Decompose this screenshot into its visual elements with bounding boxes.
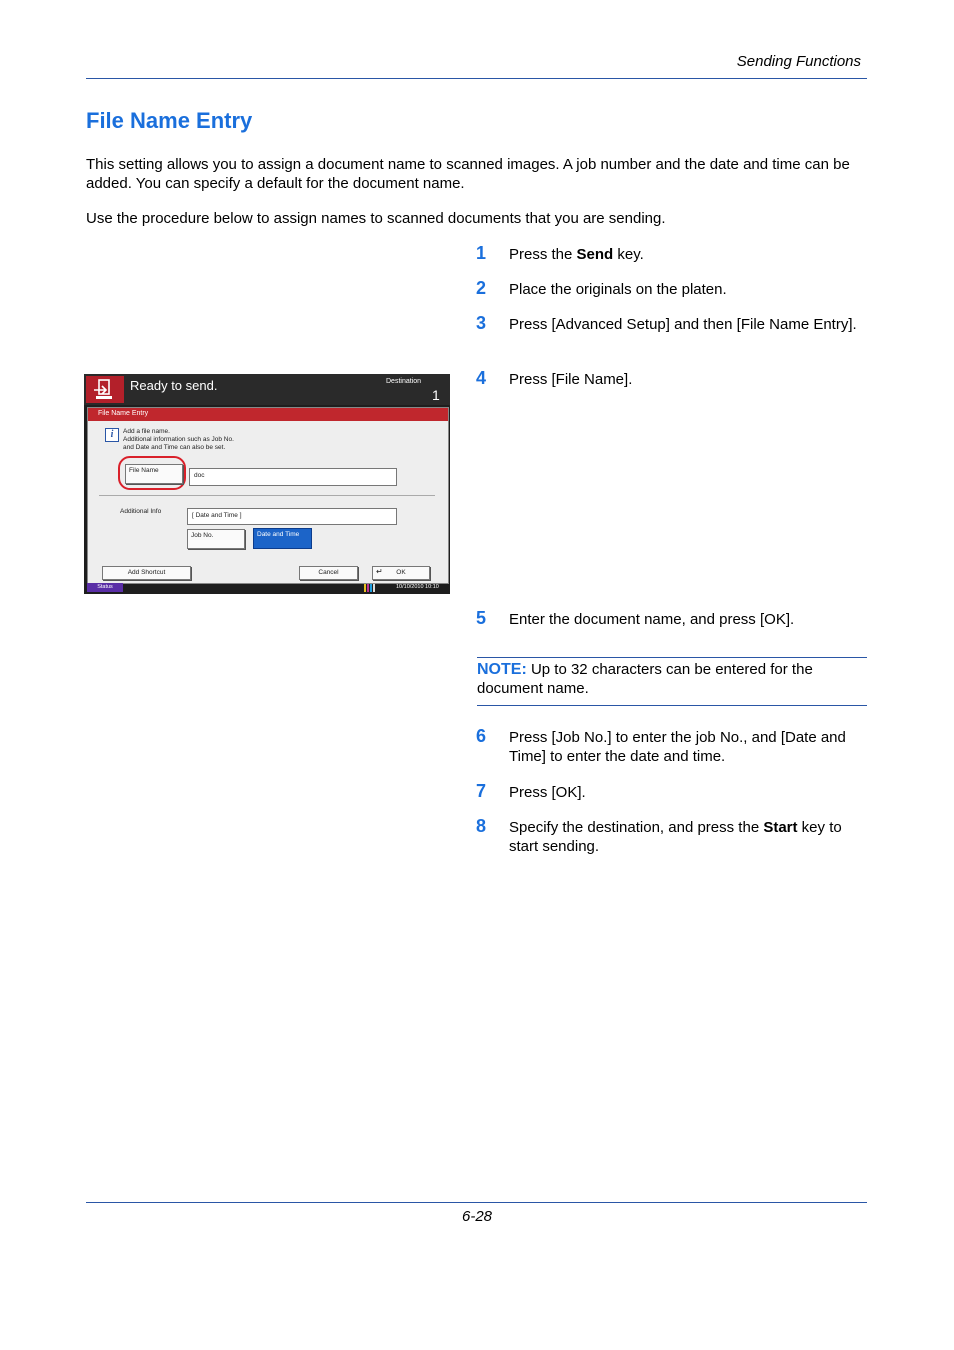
step-6-number: 6 [476, 726, 487, 746]
file-name-field[interactable]: doc [189, 468, 397, 486]
note-top-rule [477, 657, 867, 658]
date-and-time-button[interactable]: Date and Time [253, 528, 312, 549]
ok-button-label: OK [396, 569, 406, 576]
cancel-button[interactable]: Cancel [299, 566, 358, 580]
ok-button[interactable] [372, 566, 430, 580]
info-line-2: Additional information such as Job No. [123, 436, 234, 443]
step-5-number: 5 [476, 608, 487, 628]
send-mode-icon [86, 376, 124, 403]
operation-panel-screen [84, 374, 450, 594]
additional-info-field: [ Date and Time ] [187, 508, 397, 525]
step-8-number: 8 [476, 816, 487, 836]
panel-title-bar [88, 408, 448, 421]
enter-icon: ↵ [376, 567, 383, 576]
step-5-text: Enter the document name, and press [OK]. [509, 611, 795, 628]
status-button[interactable]: Status [87, 583, 123, 592]
additional-info-label: Additional Info [120, 508, 162, 515]
step-1-text: Press the Send key. [509, 246, 644, 263]
file-name-button[interactable]: File Name [125, 464, 183, 484]
file-name-entry-panel [87, 407, 449, 584]
page-title: File Name Entry [86, 108, 253, 133]
step-2-number: 2 [476, 278, 487, 298]
step-4-text: Press [File Name]. [509, 371, 633, 388]
screen-top-bar [84, 374, 450, 405]
info-icon: i [105, 428, 119, 442]
header-rule [86, 78, 867, 79]
running-header: Sending Functions [736, 53, 861, 70]
page-number: 6-28 [461, 1208, 493, 1225]
intro-paragraph-2: Use the procedure below to assign names to scanned documents that you are sending. [86, 210, 666, 227]
info-line-3: and Date and Time can also be set. [123, 444, 226, 451]
step-3-number: 3 [476, 313, 487, 333]
screen-datetime: 10/10/2010 10:10 [396, 584, 439, 590]
panel-divider [99, 495, 435, 496]
info-line-1: Add a file name. [123, 428, 170, 435]
status-message: Ready to send. [130, 378, 218, 393]
note-box [477, 660, 867, 698]
step-6-text: Press [Job No.] to enter the job No., and [Date and Time] to enter the date and time. [509, 729, 846, 765]
step-3-text: Press [Advanced Setup] and then [File Name Entry]. [509, 316, 857, 333]
step-4-number: 4 [476, 368, 487, 388]
job-no-button[interactable]: Job No. [187, 529, 245, 549]
step-7-number: 7 [476, 781, 487, 801]
footer-rule [86, 1202, 867, 1203]
intro-paragraph-1: This setting allows you to assign a document name to scanned images. A job number and the date and time can be added. You can specify a default for the document name. [86, 156, 850, 192]
step-1-number: 1 [476, 243, 487, 263]
step-2-text: Place the originals on the platen. [509, 281, 727, 298]
note-bottom-rule [477, 705, 867, 706]
note-label: NOTE: [477, 661, 527, 678]
device-status-icon [363, 583, 377, 592]
destination-count: 1 [432, 387, 440, 403]
step-8-text: Specify the destination, and press the Start key to start sending. [509, 819, 842, 855]
panel-title: File Name Entry [98, 410, 149, 417]
add-shortcut-button[interactable]: Add Shortcut [102, 566, 191, 580]
note-text: Up to 32 characters can be entered for the document name. [477, 661, 813, 697]
destination-label: Destination [386, 378, 422, 385]
step-7-text: Press [OK]. [509, 784, 586, 801]
